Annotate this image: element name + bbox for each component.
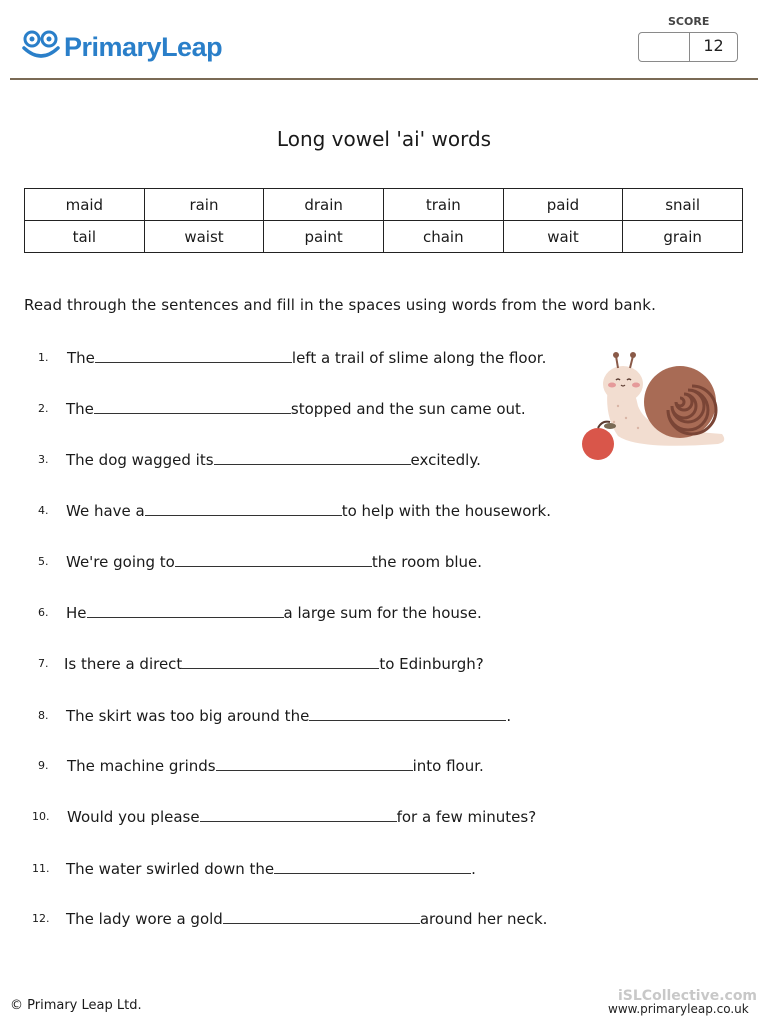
question-item: [0, 653, 600, 677]
word-bank-cell: waist: [144, 221, 264, 253]
word-bank-cell: chain: [383, 221, 503, 253]
question-text-after: left a trail of slime along the floor.: [291, 349, 547, 367]
question-item: [0, 705, 600, 729]
snail-illustration: [578, 346, 728, 466]
question-number: 12.: [32, 912, 50, 925]
question-number: 11.: [32, 862, 50, 875]
word-bank-cell: wait: [503, 221, 623, 253]
question-item: [0, 908, 600, 932]
question-text-before: He: [66, 604, 87, 622]
answer-blank[interactable]: [95, 347, 292, 363]
answer-blank[interactable]: [145, 500, 342, 516]
word-bank-cell: rain: [144, 189, 264, 221]
word-bank-cell: maid: [25, 189, 145, 221]
brand-name: PrimaryLeap: [64, 31, 223, 62]
question-text-before: We're going to: [66, 553, 175, 571]
question-text-after: the room blue.: [371, 553, 483, 571]
page-title: Long vowel 'ai' words: [276, 127, 492, 151]
question-text-after: for a few minutes?: [396, 808, 537, 826]
question-number: 9.: [38, 759, 49, 772]
question-text-after: .: [506, 707, 512, 725]
score-input[interactable]: [639, 33, 690, 61]
question-text-after: to Edinburgh?: [379, 655, 484, 673]
answer-blank[interactable]: [87, 602, 284, 618]
watermark-text: iSLCollective.com: [618, 988, 758, 1004]
question-item: [0, 755, 600, 779]
header-divider: [10, 78, 758, 80]
site-url[interactable]: www.primaryleap.co.uk: [608, 1002, 749, 1016]
word-bank-cell: drain: [264, 189, 384, 221]
frog-icon: [22, 30, 60, 64]
question-number: 8.: [38, 709, 49, 722]
answer-blank[interactable]: [182, 653, 379, 669]
question-text-after: a large sum for the house.: [283, 604, 482, 622]
question-item: [0, 449, 600, 473]
word-bank: [24, 188, 743, 253]
question-number: 4.: [38, 504, 49, 517]
question-number: 3.: [38, 453, 49, 466]
question-item: [0, 551, 600, 575]
question-text-after: stopped and the sun came out.: [290, 400, 526, 418]
word-bank-cell: paint: [264, 221, 384, 253]
question-item: [0, 398, 600, 422]
question-number: 10.: [32, 810, 50, 823]
question-item: [0, 858, 600, 882]
question-item: [0, 347, 600, 371]
answer-blank[interactable]: [175, 551, 372, 567]
question-text-after: into flour.: [412, 757, 484, 775]
question-item: [0, 500, 600, 524]
question-text-after: around her neck.: [419, 910, 548, 928]
question-text-before: The: [67, 349, 95, 367]
question-number: 7.: [38, 657, 49, 670]
question-text-after: to help with the housework.: [341, 502, 552, 520]
instructions: Read through the sentences and fill in the spaces using words from the word bank.: [24, 296, 656, 314]
word-bank-cell: snail: [623, 189, 743, 221]
question-text-before: The water swirled down the: [66, 860, 275, 878]
question-text-before: Is there a direct: [64, 655, 183, 673]
question-text-before: The: [66, 400, 94, 418]
question-text-after: .: [471, 860, 476, 878]
question-number: 6.: [38, 606, 49, 619]
question-text-before: The skirt was too big around the: [66, 707, 310, 725]
answer-blank[interactable]: [94, 398, 291, 414]
question-text-before: The lady wore a gold: [66, 910, 223, 928]
word-bank-row: [25, 189, 743, 221]
answer-blank[interactable]: [214, 449, 411, 465]
copyright-text: © Primary Leap Ltd.: [10, 998, 142, 1013]
question-number: 5.: [38, 555, 49, 568]
word-bank-cell: tail: [25, 221, 145, 253]
question-text-before: Would you please: [67, 808, 200, 826]
question-number: 1.: [38, 351, 49, 364]
primaryleap-logo: [22, 30, 222, 64]
question-item: [0, 602, 600, 626]
word-bank-row: [25, 221, 743, 253]
score-box: [638, 32, 738, 62]
answer-blank[interactable]: [309, 705, 506, 721]
answer-blank[interactable]: [223, 908, 420, 924]
word-bank-cell: grain: [623, 221, 743, 253]
score-total: 12: [703, 36, 724, 55]
answer-blank[interactable]: [200, 806, 397, 822]
question-text-before: We have a: [66, 502, 145, 520]
question-item: [0, 806, 600, 830]
score-label: SCORE: [668, 15, 710, 28]
word-bank-cell: paid: [503, 189, 623, 221]
word-bank-cell: train: [383, 189, 503, 221]
question-text-before: The dog wagged its: [66, 451, 214, 469]
question-text-after: excitedly.: [410, 451, 481, 469]
question-text-before: The machine grinds: [67, 757, 216, 775]
question-number: 2.: [38, 402, 49, 415]
answer-blank[interactable]: [274, 858, 471, 874]
answer-blank[interactable]: [216, 755, 413, 771]
